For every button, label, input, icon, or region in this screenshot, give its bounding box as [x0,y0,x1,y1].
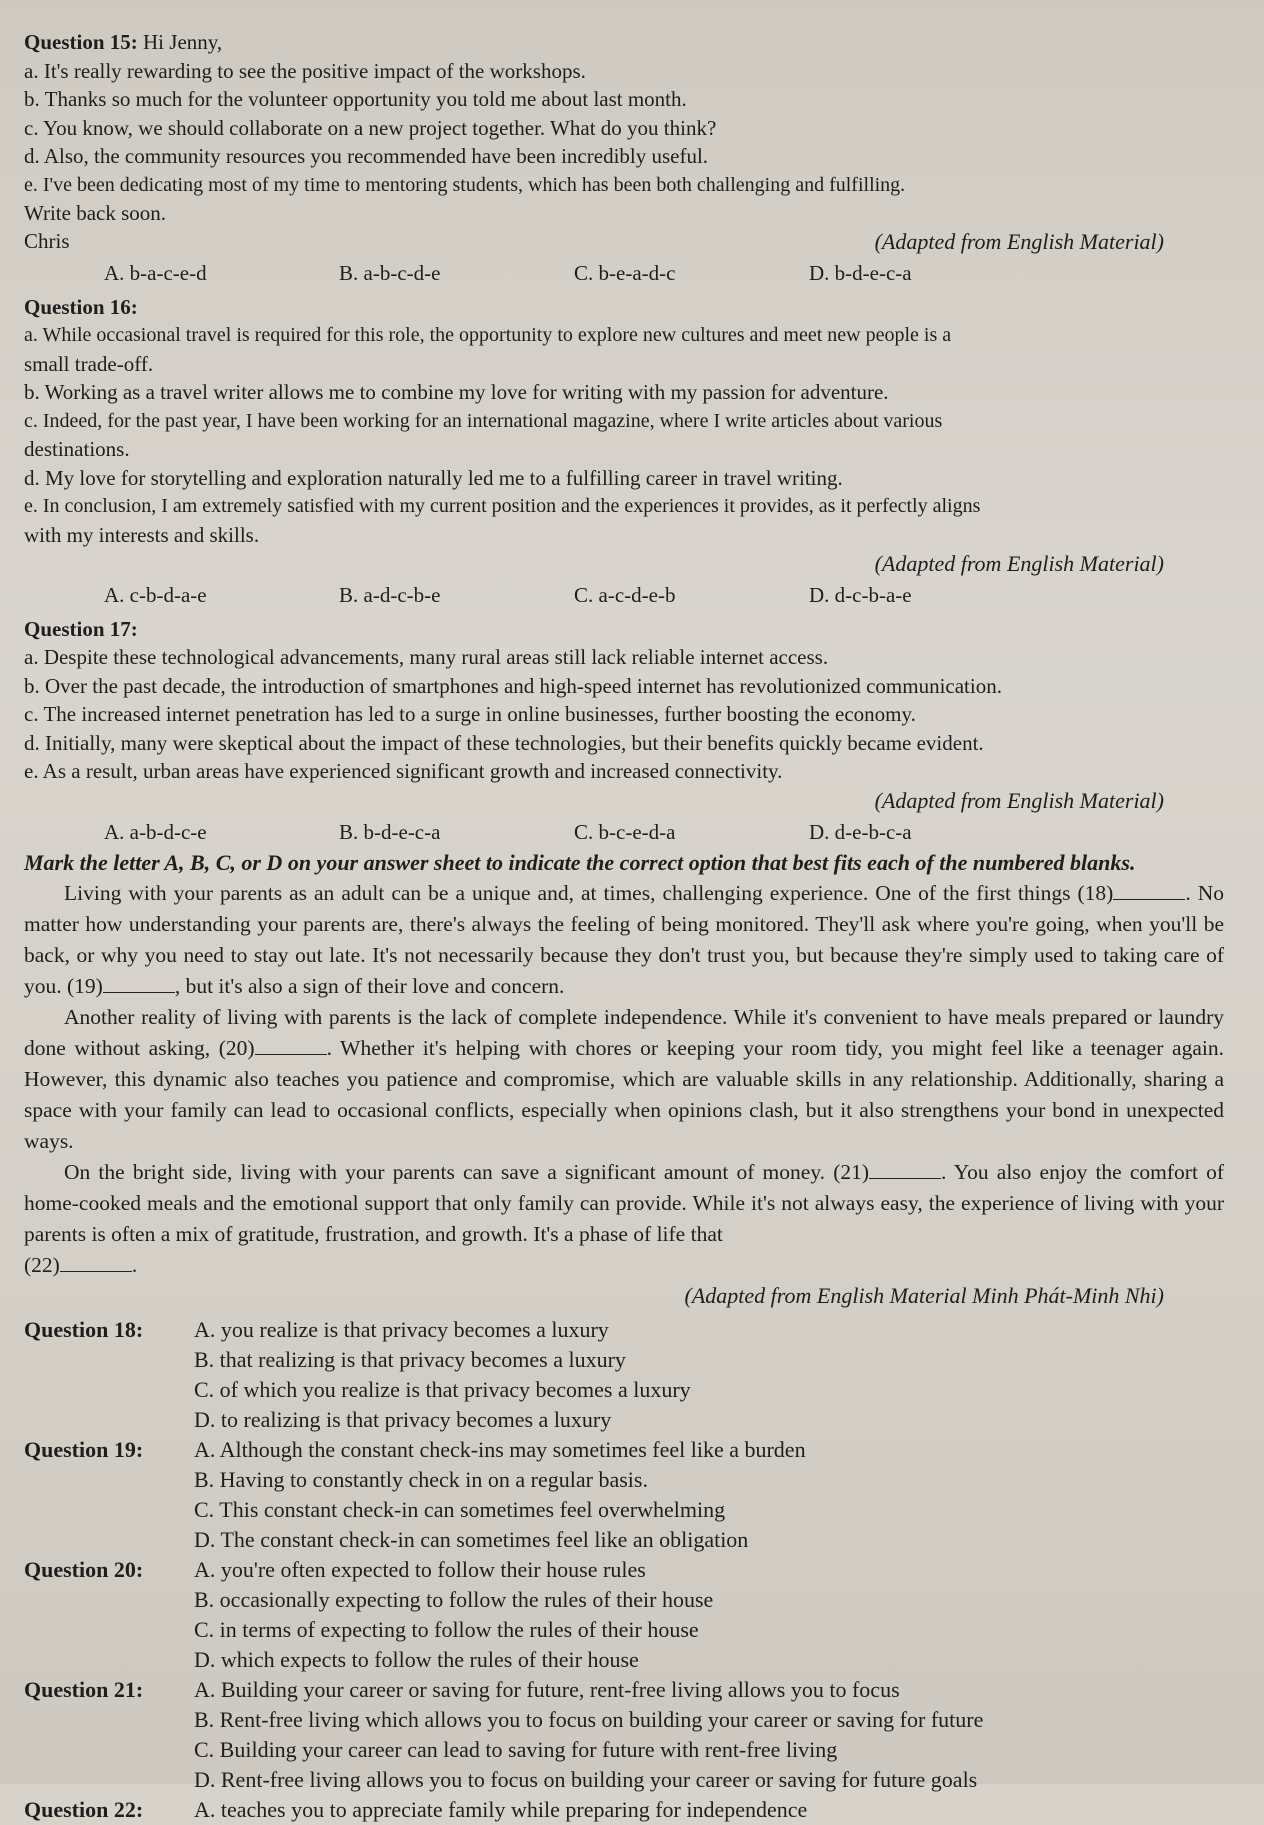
sentence-e: e. I've been dedicating most of my time to mentoring students, which has been both challenging and fulfilling. [24,173,906,196]
option-c[interactable]: C. in terms of expecting to follow the rules of their house [194,1616,699,1642]
blank-18[interactable] [1113,881,1185,900]
signature: Chris [24,229,70,253]
sentence-b: b. Working as a travel writer allows me to combine my love for writing with my passion for adventure. [24,380,889,404]
question-title: Question 17: [24,617,138,641]
option-a[interactable]: A. a-b-d-c-e [104,819,207,844]
question-19 [24,1435,1224,1555]
option-b[interactable]: B. Rent-free living which allows you to focus on building your career or saving for future [194,1706,984,1732]
option-b[interactable]: B. Having to constantly check in on a regular basis. [194,1466,648,1492]
passage-paragraph-1: Living with your parents as an adult can be a unique and, at times, challenging experience. One of the first things (18) . No matter how understanding your parents are, there's always the feeling of being monitored. They'll ask where you're going, when you'll be back, or why you need to stay out late. It's not necessarily because they don't trust you, but because they're simply used to taking care of you. (19) , but it's also a sign of their love and concern. [24,880,1224,998]
blank-20[interactable] [255,1036,327,1055]
sentence-e: e. As a result, urban areas have experienced significant growth and increased connectivity. [24,759,783,783]
cloze-passage [24,878,1224,1311]
option-a[interactable]: A. b-a-c-e-d [104,261,207,285]
closing: Write back soon. [24,201,167,225]
passage-paragraph-2: Another reality of living with parents is the lack of complete independence. While it's convenient to have meals prepared or laundry done without asking, (20) . Whether it's helping with chores or keeping your room tidy, you might feel like a teenager again. However, this dynamic also teaches you patience and compromise, which are valuable skills in any relationship. Additionally, sharing a space with your family can lead to occasional conflicts, especially when opinions clash, but it also strengthens your bond in unexpected ways. [24,1004,1224,1153]
option-c[interactable]: C. Building your career can lead to saving for future with rent-free living [194,1736,838,1762]
answer-options [24,257,1224,289]
question-17 [24,615,1224,848]
option-d[interactable]: D. The constant check-in can sometimes feel like an obligation [194,1526,749,1552]
source-note: (Adapted from English Material) [874,229,1164,254]
greeting: Hi Jenny, [143,30,223,54]
question-18 [24,1315,1224,1435]
source-note: (Adapted from English Material Minh Phát-Minh Nhi) [684,1282,1164,1308]
option-d[interactable]: D. d-e-b-c-a [809,819,912,844]
answer-options [24,816,1224,848]
option-d[interactable]: D. to realizing is that privacy becomes a luxury [194,1406,612,1432]
question-label: Question 21: [24,1676,144,1702]
question-21 [24,1675,1224,1795]
sentence-c: c. You know, we should collaborate on a new project together. What do you think? [24,115,717,140]
option-b[interactable]: B. a-d-c-b-e [339,583,441,607]
sentence-a-cont: small trade-off. [24,351,154,376]
option-b[interactable]: B. that realizing is that privacy becomes a luxury [194,1346,626,1372]
question-label: Question 19: [24,1436,144,1462]
option-d[interactable]: D. which expects to follow the rules of their house [194,1646,639,1672]
question-title: Question 15: [24,30,138,54]
question-20 [24,1555,1224,1675]
question-16 [24,293,1224,611]
sentence-c: c. Indeed, for the past year, I have been working for an international magazine, where I write articles about various [24,409,943,432]
sentence-a: a. It's really rewarding to see the positive impact of the workshops. [24,58,586,83]
sentence-c-cont: destinations. [24,437,130,461]
sentence-e: e. In conclusion, I am extremely satisfied with my current position and the experiences it provides, as it perfectly aligns [24,495,981,517]
sentence-d: d. My love for storytelling and exploration naturally led me to a fulfilling career in travel writing. [24,465,843,490]
option-a[interactable]: A. Although the constant check-ins may sometimes feel like a burden [194,1436,806,1462]
option-d[interactable]: D. Rent-free living allows you to focus on building your career or saving for future goals [194,1766,978,1792]
sentence-a: a. Despite these technological advancements, many rural areas still lack reliable internet access. [24,645,829,669]
source-note: (Adapted from English Material) [874,551,1164,576]
question-22 [24,1795,1224,1825]
answer-options [24,579,1224,611]
option-a[interactable]: A. c-b-d-a-e [104,583,207,607]
option-b[interactable]: B. a-b-c-d-e [339,261,441,285]
question-label: Question 18: [24,1316,144,1342]
passage-paragraph-3: On the bright side, living with your parents can save a significant amount of money. (21) . You also enjoy the comfort of home-cooked meals and the emotional support that only family can provide. While it's not always easy, the experience of living with your parents is often a mix of gratitude, frustration, and growth. It's a phase of life that [24,1159,1224,1246]
question-label: Question 22: [24,1796,144,1822]
option-b[interactable]: B. b-d-e-c-a [339,819,441,844]
cloze-instruction: Mark the letter A, B, C, or D on your answer sheet to indicate the correct option that best fits each of the numbered blanks. [24,849,1136,875]
option-c[interactable]: C. a-c-d-e-b [574,583,676,607]
sentence-b: b. Thanks so much for the volunteer opportunity you told me about last month. [24,87,687,111]
option-a[interactable]: A. Building your career or saving for future, rent-free living allows you to focus [194,1676,900,1702]
option-a[interactable]: A. you realize is that privacy becomes a luxury [194,1316,609,1342]
option-a[interactable]: A. you're often expected to follow their house rules [194,1556,646,1582]
blank-21[interactable] [869,1160,941,1179]
sentence-c: c. The increased internet penetration has led to a surge in online businesses, further boosting the economy. [24,702,916,726]
sentence-e-cont: with my interests and skills. [24,522,260,547]
option-d[interactable]: D. d-c-b-a-e [809,583,912,607]
option-c[interactable]: C. b-c-e-d-a [574,819,676,844]
question-title: Question 16: [24,295,138,319]
question-label: Question 20: [24,1556,144,1582]
option-a[interactable]: A. teaches you to appreciate family while preparing for independence [194,1796,808,1822]
option-d[interactable]: D. b-d-e-c-a [809,261,912,285]
option-b[interactable]: B. occasionally expecting to follow the rules of their house [194,1586,714,1612]
question-15 [24,28,1224,289]
blank-19[interactable] [103,974,175,993]
answer-block [24,1315,1224,1825]
sentence-b: b. Over the past decade, the introduction of smartphones and high-speed internet has revolutionized communication. [24,673,1002,698]
option-c[interactable]: C. b-e-a-d-c [574,261,676,285]
sentence-d: d. Also, the community resources you recommended have been incredibly useful. [24,144,709,168]
option-c[interactable]: C. This constant check-in can sometimes feel overwhelming [194,1496,726,1522]
option-c[interactable]: C. of which you realize is that privacy becomes a luxury [194,1376,691,1402]
source-note: (Adapted from English Material) [874,787,1164,813]
passage-paragraph-4: (22) . [24,1252,138,1277]
blank-22[interactable] [60,1253,132,1272]
sentence-a: a. While occasional travel is required for this role, the opportunity to explore new cultures and meet new people is a [24,324,952,346]
sentence-d: d. Initially, many were skeptical about the impact of these technologies, but their benefits quickly became evident. [24,730,984,755]
